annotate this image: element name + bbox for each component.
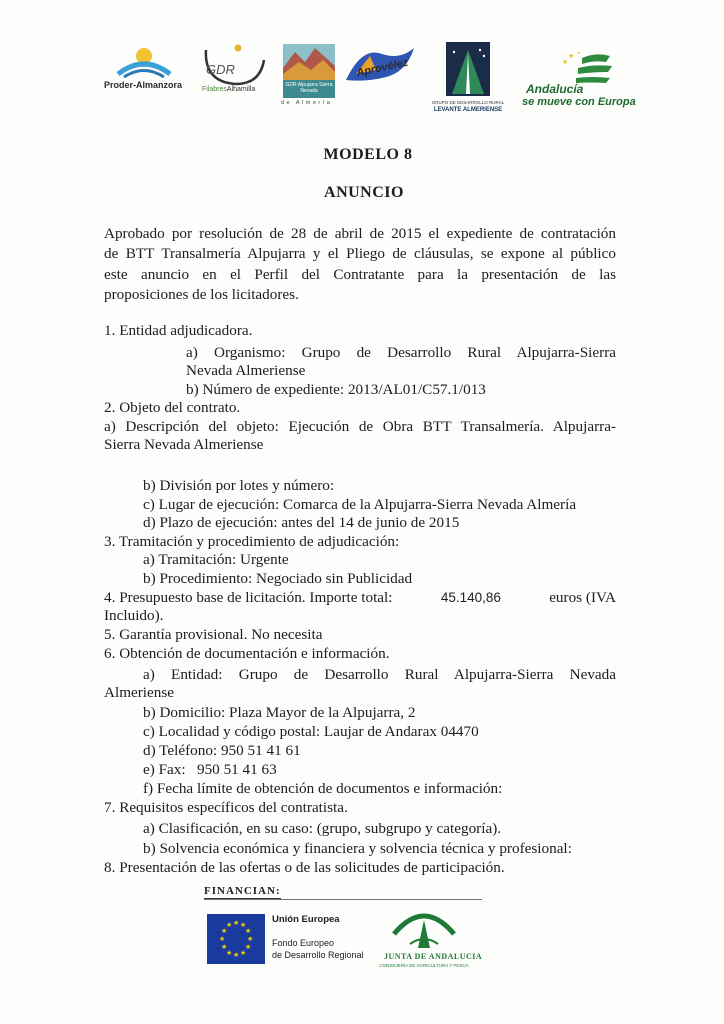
svg-text:★: ★ (245, 927, 252, 935)
section-6d: d) Teléfono: 950 51 41 61 (143, 742, 301, 759)
section-2c: c) Lugar de ejecución: Comarca de la Alpujarra-Sierra Nevada Almería (143, 496, 577, 513)
document-title: ANUNCIO (324, 184, 404, 201)
section-4-label: 4. Presupuesto base de licitación. Importe total: (104, 589, 393, 606)
section-1a-line-1: a) Organismo: Grupo de Desarrollo Rural Alpujarra-Sierra (186, 344, 616, 361)
aprovelez-wordmark: Aprovélez (355, 56, 410, 80)
svg-text:★: ★ (233, 951, 240, 959)
junta-andalucia-emblem-icon (384, 904, 464, 952)
section-1a-line-2: Nevada Almeriense (186, 362, 306, 379)
section-6a-line-2: Almeriense (104, 684, 175, 701)
svg-text:★: ★ (576, 52, 582, 56)
financian-divider (204, 899, 482, 900)
section-7b: b) Solvencia económica y financiera y solvencia técnica y profesional: (143, 840, 572, 857)
andalucia-line1: Andalucía (526, 82, 584, 96)
intro-line-3: este anuncio en el Perfil del Contratante para la presentación de las (104, 266, 616, 283)
intro-line-2: de BTT Transalmería Alpujarra y el Pliego de cláusulas, se expone al público (104, 245, 616, 262)
section-2a-line-1: a) Descripción del objeto: Ejecución de Obra BTT Transalmería. Alpujarra- (104, 418, 616, 435)
levante-road-icon (424, 40, 512, 98)
section-2-heading: 2. Objeto del contrato. (104, 399, 241, 416)
proder-almanzora-logo (104, 44, 184, 100)
section-5: 5. Garantía provisional. No necesita (104, 626, 323, 643)
svg-text:★: ★ (240, 949, 247, 957)
eu-flag-icon (207, 914, 265, 964)
proder-caption: Proder-Almanzora (104, 80, 183, 90)
andalucia-europa-logo (522, 52, 636, 114)
feder-line-2: de Desarrollo Regional (272, 950, 364, 960)
eu-name: Unión Europea (272, 914, 340, 925)
section-4-line-2: Incluido). (104, 607, 164, 624)
section-6b: b) Domicilio: Plaza Mayor de la Alpujarra, 2 (143, 704, 416, 721)
document-model-heading: MODELO 8 (323, 146, 413, 163)
svg-text:★: ★ (226, 921, 233, 929)
svg-text:★: ★ (245, 943, 252, 951)
feder-line-1: Fondo Europeo (272, 938, 335, 948)
section-6-heading: 6. Obtención de documentación e información. (104, 645, 390, 662)
levante-almeriense-logo (424, 40, 512, 116)
junta-consejeria: CONSEJERÍA DE AGRICULTURA Y PESCA (379, 963, 469, 968)
section-1-heading: 1. Entidad adjudicadora. (104, 322, 253, 339)
svg-text:★: ★ (226, 949, 233, 957)
section-3b: b) Procedimiento: Negociado sin Publicidad (143, 570, 413, 587)
svg-text:★: ★ (219, 935, 226, 943)
section-6f: f) Fecha límite de obtención de documentos e información: (143, 780, 503, 797)
section-4-currency: euros (IVA (549, 589, 616, 606)
levante-line1: GRUPO DE DESARROLLO RURAL (431, 100, 505, 105)
levante-line2: LEVANTE ALMERIENSE (433, 107, 503, 113)
svg-text:★: ★ (247, 935, 254, 943)
section-2a-line-2: Sierra Nevada Almeriense (104, 436, 264, 453)
section-4-line-1 (104, 589, 616, 607)
aprovelez-logo (342, 44, 418, 92)
gdr-alpujarra-logo (281, 42, 337, 106)
gdr-subtitle: FilabresAlhamilla (202, 86, 256, 93)
section-7-heading: 7. Requisitos específicos del contratista. (104, 799, 348, 816)
alpujarra-label: GDR Alpujarra Sierra Nevada (285, 82, 333, 94)
svg-text:★: ★ (562, 58, 569, 66)
svg-text:★: ★ (221, 943, 228, 951)
section-3a: a) Tramitación: Urgente (143, 551, 289, 568)
intro-line-4: proposiciones de los licitadores. (104, 286, 299, 303)
section-6c: c) Localidad y código postal: Laujar de Andarax 04470 (143, 723, 479, 740)
gdr-filabres-logo (200, 42, 270, 100)
alpujarra-almeria: de Almería (281, 100, 333, 106)
proder-sun-icon (104, 44, 184, 80)
section-3-heading: 3. Tramitación y procedimiento de adjudicación: (104, 533, 400, 550)
gdr-title: GDR (206, 62, 235, 77)
section-7a: a) Clasificación, en su caso: (grupo, subgrupo y categoría). (143, 820, 502, 837)
svg-text:★: ★ (221, 927, 228, 935)
intro-line-1: Aprobado por resolución de 28 de abril de 2015 el expediente de contratación (104, 225, 616, 242)
section-8: 8. Presentación de las ofertas o de las solicitudes de participación. (104, 859, 505, 876)
junta-name: JUNTA DE ANDALUCIA (384, 952, 483, 961)
section-1b: b) Número de expediente: 2013/AL01/C57.1/013 (186, 381, 486, 398)
section-6a-line-1: a) Entidad: Grupo de Desarrollo Rural Alpujarra-Sierra Nevada (143, 666, 616, 683)
andalucia-stars-icon (522, 52, 618, 84)
section-6e: e) Fax: 950 51 41 63 (143, 761, 277, 778)
andalucia-line2: se mueve con Europa (522, 96, 636, 108)
section-2d: d) Plazo de ejecución: antes del 14 de junio de 2015 (143, 514, 460, 531)
section-2b: b) División por lotes y número: (143, 477, 335, 494)
eu-stars-icon (207, 914, 265, 964)
budget-amount: 45.140,86 (440, 590, 501, 605)
svg-text:★: ★ (240, 921, 247, 929)
svg-text:★: ★ (568, 52, 575, 60)
financian-label: FINANCIAN: (204, 885, 281, 897)
svg-text:★: ★ (233, 919, 240, 927)
